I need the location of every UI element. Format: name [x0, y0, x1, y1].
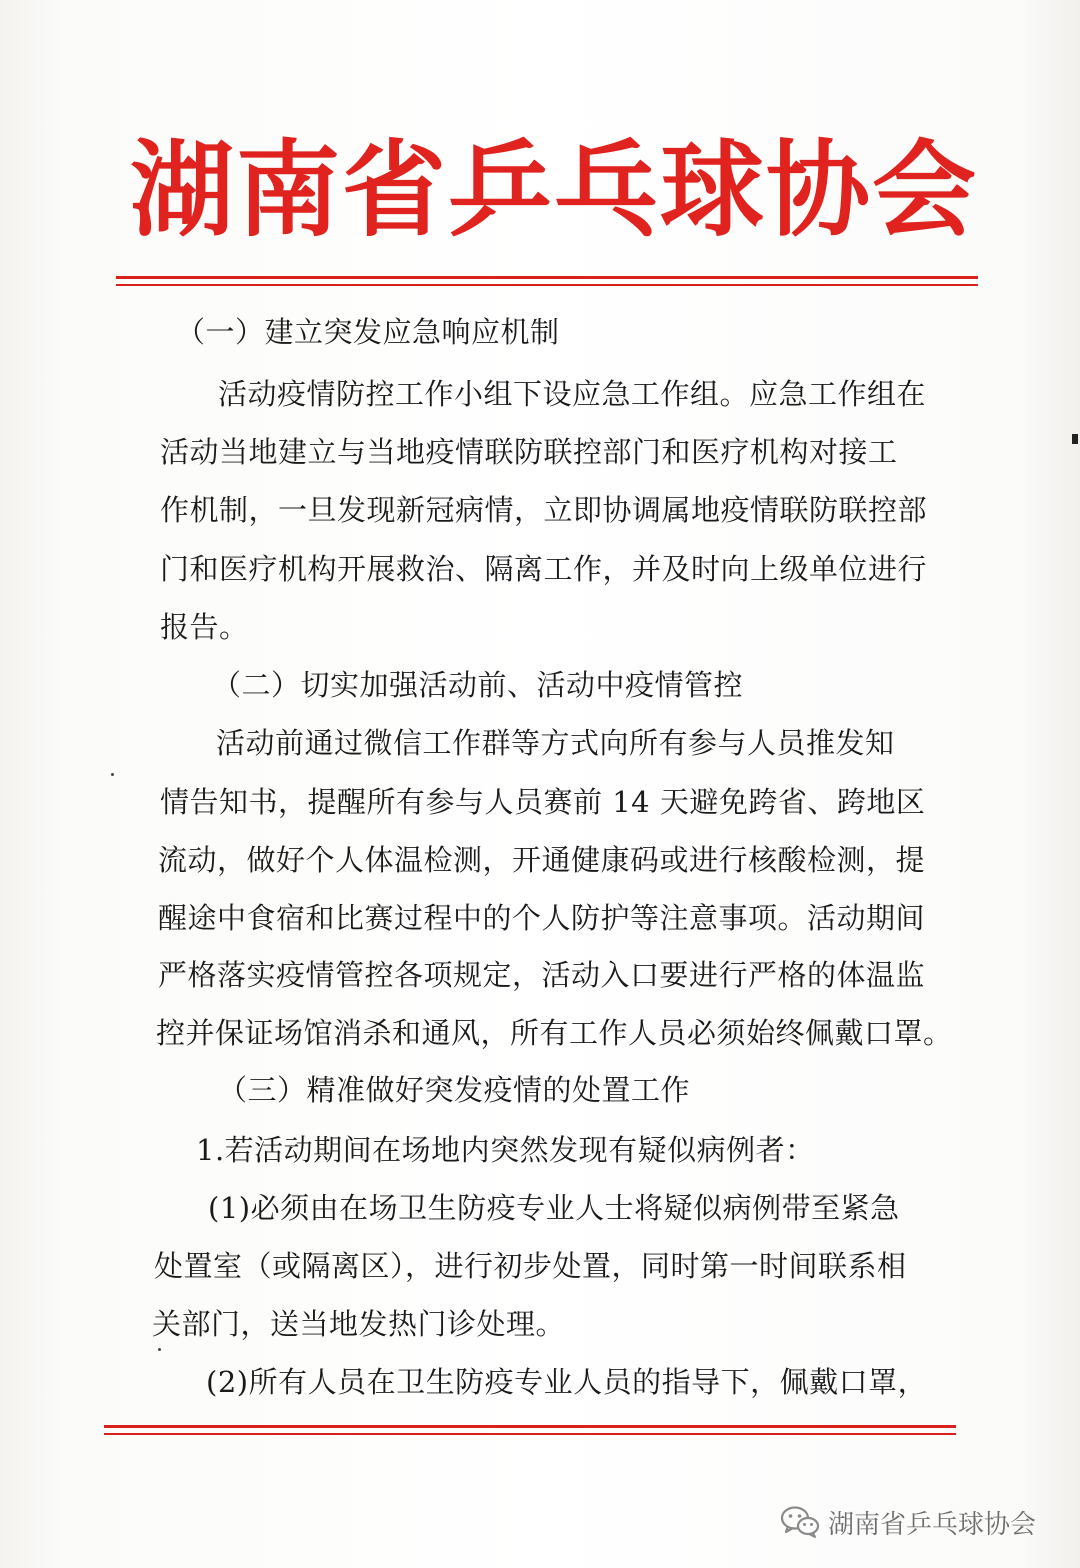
letterhead-rule-thin	[116, 284, 978, 286]
paragraph-line: 活动疫情防控工作小组下设应急工作组。应急工作组在	[218, 377, 927, 411]
letterhead-rule-thick	[116, 276, 978, 279]
letterhead-title: 湖南省乒乓球协会	[130, 128, 979, 251]
paragraph-line: 情告知书，提醒所有参与人员赛前 14 天避免跨省、跨地区	[160, 785, 926, 819]
wechat-watermark	[780, 1502, 1036, 1542]
section-heading-2: （二）切实加强活动前、活动中疫情管控	[212, 668, 744, 702]
paragraph-line: 1.若活动期间在场地内突然发现有疑似病例者：	[196, 1133, 815, 1167]
scan-edge-mark	[1072, 434, 1078, 444]
footer-rule-thick	[104, 1425, 956, 1428]
footer-rule-thin	[104, 1433, 956, 1435]
paragraph-line: 严格落实疫情管控各项规定，活动入口要进行严格的体温监	[158, 958, 926, 992]
wechat-icon	[780, 1505, 820, 1539]
paragraph-line: 门和医疗机构开展救治、隔离工作，并及时向上级单位进行	[160, 552, 928, 586]
paragraph-line: 处置室（或隔离区），进行初步处置，同时第一时间联系相	[154, 1249, 907, 1283]
section-heading-3: （三）精准做好突发疫情的处置工作	[218, 1073, 691, 1107]
paragraph-line: 流动，做好个人体温检测，开通健康码或进行核酸检测，提	[158, 843, 926, 877]
scan-speck	[158, 1348, 161, 1351]
scan-speck	[111, 773, 114, 776]
paragraph-line: (1)必须由在场卫生防疫专业人士将疑似病例带至紧急	[208, 1191, 900, 1225]
paragraph-line: 活动前通过微信工作群等方式向所有参与人员推发知	[216, 726, 895, 760]
paragraph-line: 报告。	[160, 610, 249, 644]
paragraph-line: 控并保证场馆消杀和通风，所有工作人员必须始终佩戴口罩。	[156, 1016, 953, 1050]
watermark-text: 湖南省乒乓球协会	[828, 1509, 1037, 1540]
paragraph-line: 活动当地建立与当地疫情联防联控部门和医疗机构对接工	[160, 435, 898, 469]
paragraph-line: 醒途中食宿和比赛过程中的个人防护等注意事项。活动期间	[158, 901, 926, 935]
paragraph-line: 关部门，送当地发热门诊处理。	[152, 1307, 566, 1341]
paragraph-line: (2)所有人员在卫生防疫专业人员的指导下，佩戴口罩，	[206, 1365, 928, 1399]
section-heading-1: （一）建立突发应急响应机制	[176, 315, 560, 349]
paragraph-line: 作机制，一旦发现新冠病情，立即协调属地疫情联防联控部	[160, 493, 928, 527]
